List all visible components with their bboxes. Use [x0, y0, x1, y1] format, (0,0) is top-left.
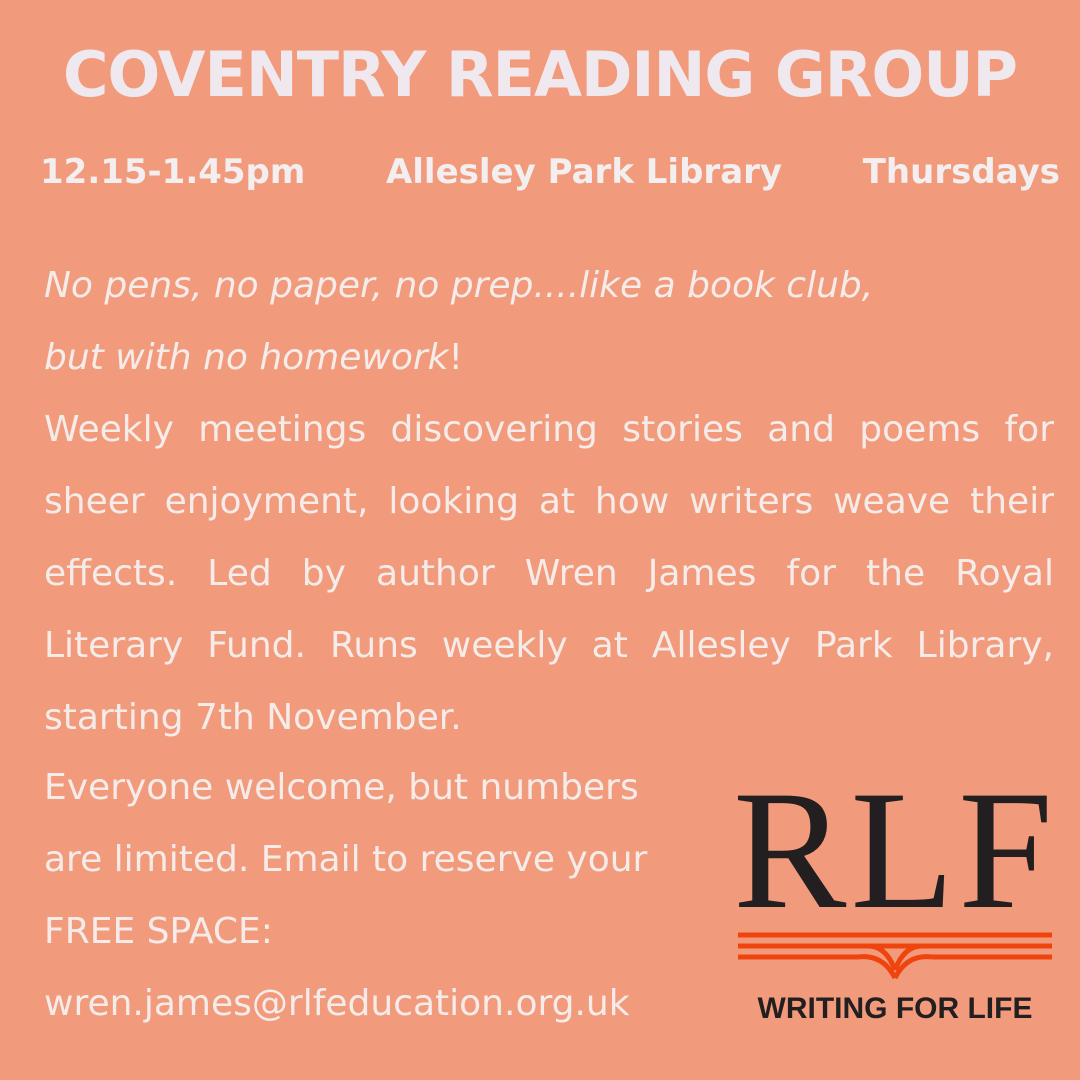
call-to-action [44, 752, 724, 1040]
description-block [44, 250, 1054, 754]
cta-line-3: FREE SPACE: [44, 911, 273, 952]
page-title: COVENTRY READING GROUP [63, 38, 1017, 111]
open-book-icon [738, 930, 1052, 982]
logo-tagline: WRITING FOR LIFE [757, 992, 1033, 1025]
tagline [44, 250, 1054, 394]
cta-line-1: Everyone welcome, but numbers [44, 767, 639, 808]
description-text: Weekly meetings discovering stories and poems for sheer enjoyment, looking at how writers weave their effects. Led by author Wren James for the Royal Literary Fund. Runs weekly at Allesley Park Library, starting 7th November. [44, 409, 1054, 738]
event-day: Thursdays [862, 152, 1060, 192]
event-time: 12.15-1.45pm [40, 152, 306, 192]
rlf-logo [730, 756, 1060, 1050]
tagline-end: ! [448, 337, 463, 378]
event-details [40, 152, 1060, 192]
tagline-italic-2: but with no homework [44, 337, 449, 378]
event-venue: Allesley Park Library [385, 152, 783, 192]
tagline-italic-1: No pens, no paper, no prep....like a book club, [44, 265, 874, 306]
logo-letters: RLF [733, 756, 1057, 944]
contact-email[interactable]: wren.james@rlfeducation.org.uk [44, 983, 630, 1024]
cta-line-2: are limited. Email to reserve your [44, 839, 648, 880]
